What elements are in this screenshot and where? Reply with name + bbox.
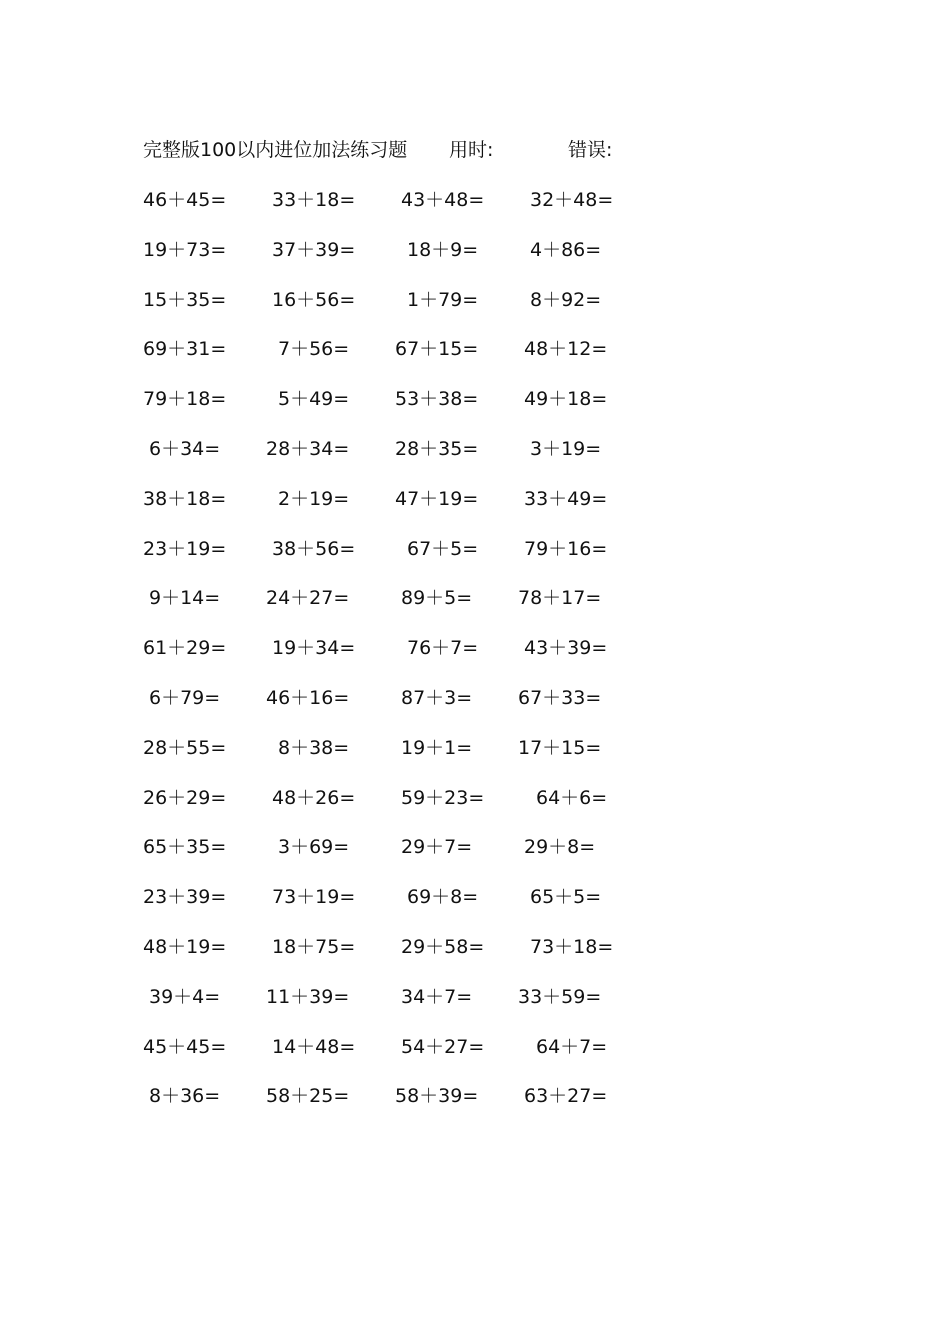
problem-row [0,883,950,933]
problem-cell: 19＋73= [143,238,227,261]
problem-cell: 45＋45= [143,1035,227,1058]
error-label: 错误: [568,139,613,161]
problem-cell: 29＋58= [401,935,485,958]
problem-cell: 8＋36= [149,1085,221,1108]
worksheet-title: 完整版100以内进位加法练习题 [143,139,408,161]
problem-row [0,784,950,834]
problem-cell: 79＋16= [524,537,608,560]
problem-cell: 63＋27= [524,1085,608,1108]
problem-cell: 37＋39= [272,238,356,261]
problem-cell: 46＋45= [143,189,227,211]
problem-cell: 65＋35= [143,836,227,859]
problem-cell: 18＋9= [407,238,479,261]
problem-cell: 1＋79= [407,288,479,311]
problem-cell: 59＋23= [401,786,485,809]
problem-cell: 38＋56= [272,537,356,560]
problem-row [0,1082,950,1132]
problem-cell: 73＋19= [272,886,356,909]
problem-cell: 2＋19= [278,487,350,510]
problem-cell: 7＋56= [278,338,350,361]
problem-cell: 15＋35= [143,288,227,311]
worksheet-header [0,136,950,164]
problem-cell: 43＋39= [524,637,608,660]
problem-cell: 64＋6= [536,786,608,809]
problem-cell: 16＋56= [272,288,356,311]
problem-row [0,933,950,983]
problem-cell: 67＋33= [518,686,602,709]
problem-cell: 76＋7= [407,637,479,660]
problem-cell: 48＋19= [143,935,227,958]
problem-row [0,734,950,784]
problem-cell: 14＋48= [272,1035,356,1058]
problem-cell: 53＋38= [395,388,479,411]
problem-cell: 43＋48= [401,189,485,211]
problem-cell: 58＋25= [266,1085,350,1108]
problem-row [0,485,950,535]
problem-cell: 39＋4= [149,985,221,1008]
problem-cell: 26＋29= [143,786,227,809]
problem-cell: 17＋15= [518,736,602,759]
problem-cell: 67＋5= [407,537,479,560]
problem-cell: 28＋35= [395,437,479,460]
problem-grid [0,186,950,1132]
problem-cell: 46＋16= [266,686,350,709]
problem-cell: 58＋39= [395,1085,479,1108]
problem-cell: 65＋5= [530,886,602,909]
problem-row [0,684,950,734]
problem-row [0,236,950,286]
problem-cell: 23＋39= [143,886,227,909]
problem-cell: 73＋18= [530,935,614,958]
problem-cell: 19＋34= [272,637,356,660]
problem-cell: 8＋92= [530,288,602,311]
problem-row [0,385,950,435]
problem-cell: 3＋69= [278,836,350,859]
problem-cell: 87＋3= [401,686,473,709]
problem-row [0,1033,950,1083]
problem-row [0,634,950,684]
problem-cell: 48＋26= [272,786,356,809]
problem-cell: 11＋39= [266,985,350,1008]
problem-cell: 47＋19= [395,487,479,510]
problem-cell: 23＋19= [143,537,227,560]
problem-cell: 3＋19= [530,437,602,460]
time-label: 用时: [449,139,494,161]
problem-cell: 4＋86= [530,238,602,261]
problem-row [0,584,950,634]
problem-cell: 33＋49= [524,487,608,510]
problem-cell: 78＋17= [518,587,602,610]
problem-cell: 61＋29= [143,637,227,660]
problem-row [0,186,950,236]
problem-cell: 33＋59= [518,985,602,1008]
problem-cell: 9＋14= [149,587,221,610]
problem-cell: 49＋18= [524,388,608,411]
problem-cell: 38＋18= [143,487,227,510]
problem-cell: 79＋18= [143,388,227,411]
problem-cell: 24＋27= [266,587,350,610]
problem-cell: 89＋5= [401,587,473,610]
problem-cell: 6＋79= [149,686,221,709]
problem-cell: 5＋49= [278,388,350,411]
problem-cell: 69＋31= [143,338,227,361]
problem-cell: 18＋75= [272,935,356,958]
problem-cell: 33＋18= [272,189,356,211]
problem-cell: 54＋27= [401,1035,485,1058]
problem-cell: 69＋8= [407,886,479,909]
problem-row [0,335,950,385]
problem-cell: 67＋15= [395,338,479,361]
problem-cell: 48＋12= [524,338,608,361]
problem-cell: 29＋8= [524,836,596,859]
problem-cell: 64＋7= [536,1035,608,1058]
problem-cell: 8＋38= [278,736,350,759]
problem-row [0,535,950,585]
problem-cell: 28＋55= [143,736,227,759]
problem-cell: 28＋34= [266,437,350,460]
problem-cell: 19＋1= [401,736,473,759]
problem-cell: 34＋7= [401,985,473,1008]
problem-row [0,983,950,1033]
problem-row [0,286,950,336]
problem-cell: 29＋7= [401,836,473,859]
problem-cell: 32＋48= [530,189,614,211]
problem-cell: 6＋34= [149,437,221,460]
problem-row [0,833,950,883]
problem-row [0,435,950,485]
